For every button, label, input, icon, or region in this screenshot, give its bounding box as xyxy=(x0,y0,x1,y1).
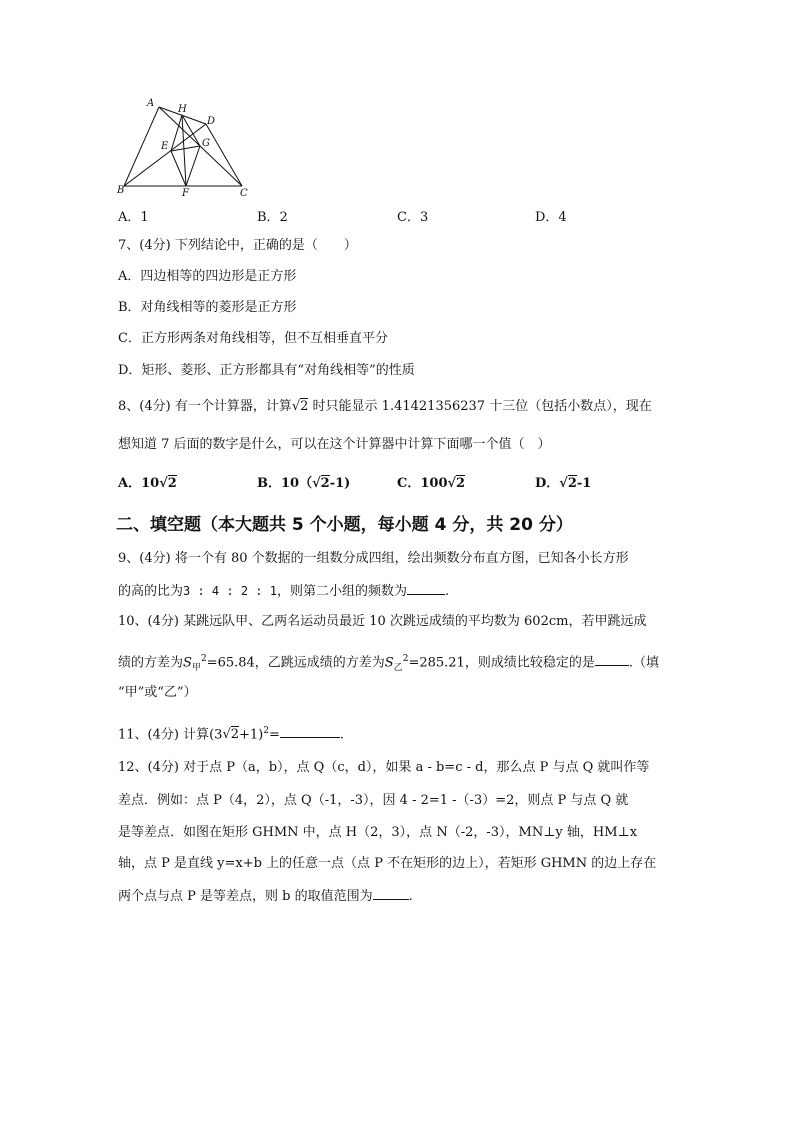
q11-end: . xyxy=(339,727,345,743)
q7-option-b: B．对角线相等的菱形是正方形 xyxy=(118,300,297,315)
q11-answer-blank[interactable] xyxy=(280,725,340,738)
q12-line5 xyxy=(118,887,413,906)
q9-ratio: 3 : 4 : 2 : 1 xyxy=(183,584,277,598)
s-yi-symbol: S xyxy=(384,655,394,671)
s-jia-sub: 甲 xyxy=(191,662,201,673)
q9-line2-a: 的高的比为 xyxy=(118,584,184,599)
q12-line1: 12、(4分) 对于点 P（a，b），点 Q（c，d），如果 a - b=c - d，那么点 P 与点 Q 就叫作等 xyxy=(118,760,650,775)
q10-line3: “甲”或“乙”） xyxy=(118,685,197,700)
sqrt-symbol: √ xyxy=(559,476,568,491)
q8-option-b-sqrt-arg: 2 xyxy=(320,476,330,491)
s-jia-symbol: S xyxy=(183,655,192,671)
q8-option-a-sqrt-arg: 2 xyxy=(167,476,177,491)
q10-line2 xyxy=(118,650,659,677)
s-jia-val: =65.84，乙跳远成绩的方差为 xyxy=(206,655,385,671)
q11-exponent: 2 xyxy=(263,726,269,736)
q8-option-c-sqrt-arg: 2 xyxy=(456,476,466,491)
q9-line2-b: ，则第二小组的频数为 xyxy=(276,584,407,599)
q8-option-d-suffix: -1 xyxy=(576,476,592,491)
q8-stem-line1 xyxy=(118,398,652,416)
q6-option-a: A．1 xyxy=(118,210,149,225)
s-jia-sup: 2 xyxy=(200,654,207,664)
q8-stem-b: 时只能显示 1.41421356237 十三位（包括小数点），现在 xyxy=(312,399,652,414)
q11-expr-b: +1) xyxy=(239,727,264,743)
q7-option-d: D．矩形、菱形、正方形都具有“对角线相等”的性质 xyxy=(118,363,415,378)
sqrt-symbol: √ xyxy=(447,476,457,491)
sqrt-symbol: √ xyxy=(222,727,231,743)
label-C: C xyxy=(240,188,248,199)
q9-answer-blank[interactable] xyxy=(407,582,445,595)
s-yi-sup: 2 xyxy=(402,654,409,664)
q8-option-c xyxy=(397,472,465,491)
s-yi-val: =285.21，则成绩比较稳定的是 xyxy=(408,655,595,671)
q10-line2-end: .（填 xyxy=(628,655,659,671)
label-B: B xyxy=(117,185,125,196)
label-D: D xyxy=(207,116,216,127)
q8-stem-a: 8、(4分) 有一个计算器，计算 xyxy=(118,399,292,414)
q8-option-b-prefix: B．10（ xyxy=(257,476,313,491)
sqrt-symbol: √ xyxy=(291,399,301,414)
geometry-figure xyxy=(114,94,264,204)
q8-option-d-sqrt-arg: 2 xyxy=(567,476,577,491)
q12-line5-a: 两个点与点 P 是等差点，则 b 的取值范围为 xyxy=(118,889,373,904)
q11-equals: = xyxy=(269,727,280,743)
q6-option-b: B．2 xyxy=(257,210,288,225)
q9-line1: 9、(4分) 将一个有 80 个数据的一组数分成四组，绘出频数分布直方图，已知各小长方形 xyxy=(118,551,629,566)
label-H: H xyxy=(178,104,187,115)
section-title: 二、填空题（本大题共 5 个小题，每小题 4 分，共 20 分） xyxy=(116,515,573,535)
q11-line xyxy=(118,722,344,744)
q8-option-a xyxy=(118,472,177,491)
q8-option-c-prefix: C．100 xyxy=(397,476,448,491)
label-A: A xyxy=(147,98,155,109)
quadrilateral-diagram xyxy=(114,94,264,204)
q10-line1: 10、(4分) 某跳远队甲、乙两名运动员最近 10 次跳远成绩的平均数为 602cm，若甲跳远成 xyxy=(118,614,647,629)
label-F: F xyxy=(182,188,189,199)
q6-option-d: D．4 xyxy=(535,210,567,225)
q8-stem-line2: 想知道 7 后面的数字是什么，可以在这个计算器中计算下面哪一个值（ ） xyxy=(118,437,551,452)
q9-line2-end: . xyxy=(444,584,450,599)
q7-option-a: A．四边相等的四边形是正方形 xyxy=(118,269,297,284)
q6-option-c: C．3 xyxy=(397,210,429,225)
label-E: E xyxy=(161,141,169,152)
s-yi-sub: 乙 xyxy=(393,662,403,673)
q8-option-b-suffix: -1) xyxy=(329,476,351,491)
sqrt-symbol: √ xyxy=(312,476,321,491)
q12-line3: 是等差点．如图在矩形 GHMN 中，点 H（2，3），点 N（-2，-3），MN⊥y 轴，HM⊥x xyxy=(118,825,638,840)
label-G: G xyxy=(202,138,210,149)
q10-line2-a: 绩的方差为 xyxy=(118,655,184,671)
q12-answer-blank[interactable] xyxy=(373,887,409,900)
q12-line5-end: . xyxy=(408,889,413,904)
q12-line2: 差点．例如：点 P（4，2），点 Q（-1，-3），因 4 - 2=1 -（-3）=2，则点 P 与点 Q 就 xyxy=(118,793,629,808)
q8-sqrt-arg: 2 xyxy=(300,399,309,414)
q7-stem: 7、(4分) 下列结论中，正确的是（ ） xyxy=(118,238,357,253)
sqrt-symbol: √ xyxy=(159,476,168,491)
q8-option-b xyxy=(257,472,350,491)
q7-option-c: C．正方形两条对角线相等，但不互相垂直平分 xyxy=(118,331,388,346)
q11-prefix: 11、(4分) 计算 xyxy=(118,727,210,743)
q12-line4: 轴，点 P 是直线 y=x+b 上的任意一点（点 P 不在矩形的边上），若矩形 GHMN 的边上存在 xyxy=(118,856,657,871)
q8-option-d-prefix: D． xyxy=(535,476,560,491)
q8-option-a-prefix: A．10 xyxy=(118,476,160,491)
q10-answer-blank[interactable] xyxy=(595,653,629,666)
q11-sqrt-arg: 2 xyxy=(230,727,240,743)
q8-option-d xyxy=(535,472,591,491)
q11-expr-a: (3 xyxy=(209,727,223,743)
q9-line2 xyxy=(118,582,449,601)
